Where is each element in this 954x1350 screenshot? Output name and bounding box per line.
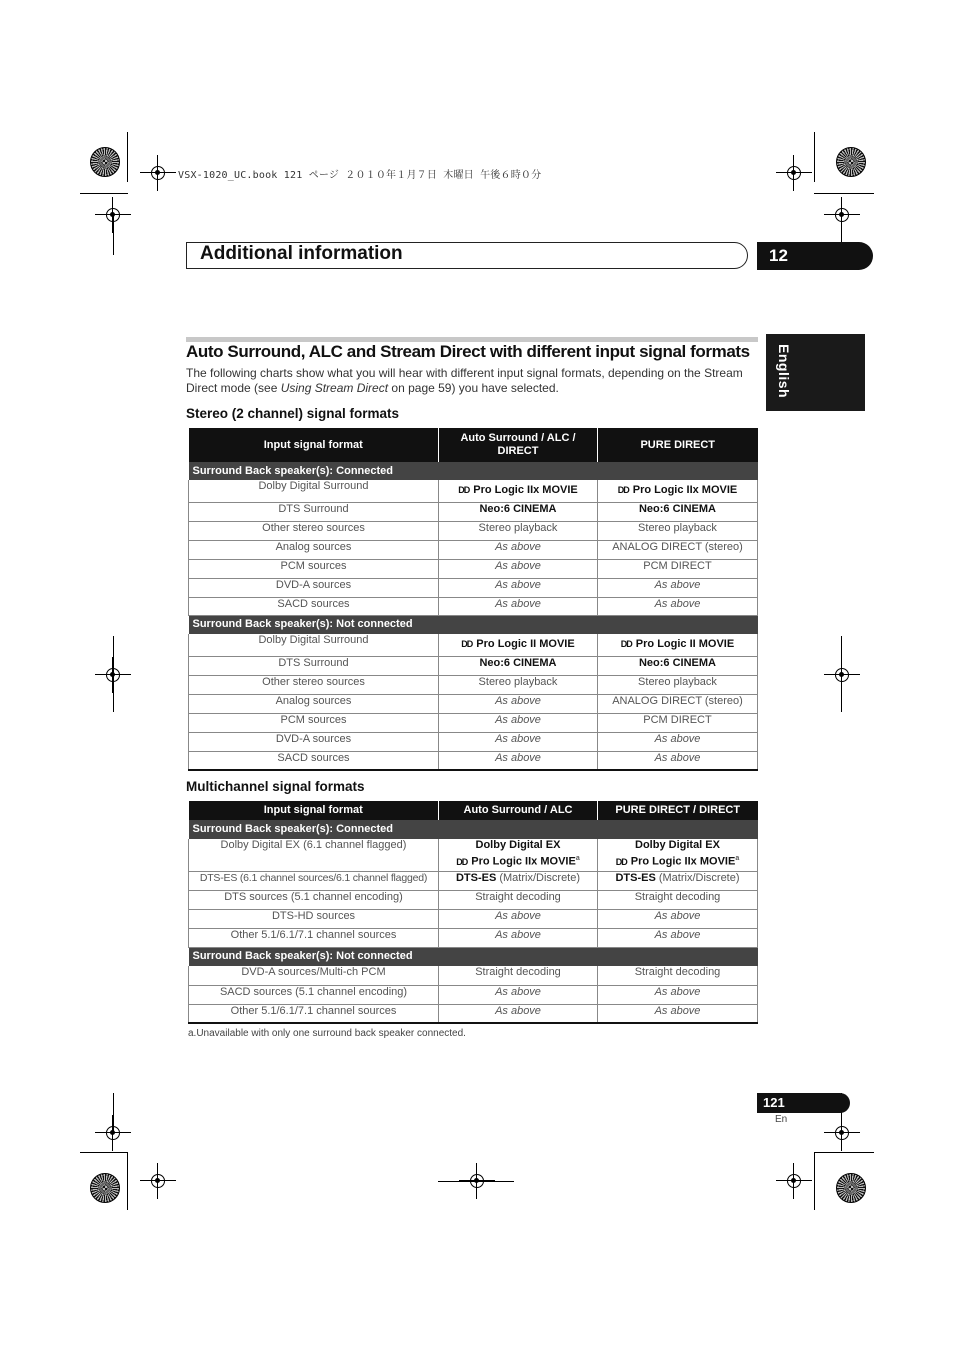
table-row: DTS-ES (6.1 channel sources/6.1 channel flagged) DTS-ES (Matrix/Discrete) DTS-ES (Matrix/Discrete) <box>189 871 758 890</box>
crosshair-icon <box>824 1115 860 1151</box>
multi-header-row <box>189 801 758 820</box>
language-tab: English <box>766 334 865 411</box>
table-row: PCM sources As above PCM DIRECT <box>189 559 758 578</box>
dolby-icon: DD <box>458 485 470 496</box>
col-pure: PURE DIRECT / DIRECT <box>598 801 758 820</box>
table-row: SACD sources As above As above <box>189 597 758 615</box>
page-language: En <box>775 1114 788 1125</box>
table-row: Other stereo sources Stereo playback Stereo playback <box>189 675 758 694</box>
crosshair-icon <box>140 1163 176 1199</box>
col-pure: PURE DIRECT <box>598 428 758 462</box>
dolby-icon: DD <box>461 639 473 650</box>
table-row: SACD sources (5.1 channel encoding) As above As above <box>189 985 758 1004</box>
stereo-header-row <box>189 428 758 462</box>
multichannel-heading: Multichannel signal formats <box>186 779 365 794</box>
print-info: VSX-1020_UC.book 121 ページ ２０１０年１月７日 木曜日 午後６時０分 <box>178 170 542 181</box>
table-row: PCM sources As above PCM DIRECT <box>189 713 758 732</box>
col-auto: Auto Surround / ALC / DIRECT <box>439 428 598 462</box>
multichannel-table <box>188 801 758 1024</box>
group-row: Surround Back speaker(s): Not connected <box>189 615 758 634</box>
table-row: Other 5.1/6.1/7.1 channel sources As above As above <box>189 928 758 947</box>
table-row: DTS Surround Neo:6 CINEMA Neo:6 CINEMA <box>189 656 758 675</box>
registration-star-icon <box>836 1173 866 1203</box>
registration-star-icon <box>836 147 866 177</box>
group-row: Surround Back speaker(s): Not connected <box>189 947 758 966</box>
table-row: Other stereo sources Stereo playback Stereo playback <box>189 521 758 540</box>
crosshair-icon <box>824 197 860 233</box>
table-row: Dolby Digital EX (6.1 channel flagged) Dolby Digital EX DD Pro Logic IIx MOVIE$^a$ Dolby Digital EX DD Pro Logic IIx MOVIE$^a$ <box>189 839 758 871</box>
chapter-number: 12 <box>757 242 873 270</box>
header-title: Additional information <box>200 243 403 264</box>
col-auto: Auto Surround / ALC <box>439 801 598 820</box>
table-row: DTS-HD sources As above As above <box>189 909 758 928</box>
dolby-icon: DD <box>615 856 627 867</box>
col-input: Input signal format <box>189 801 439 820</box>
table-row: Analog sources As above ANALOG DIRECT (stereo) <box>189 694 758 713</box>
table-row: DVD-A sources As above As above <box>189 732 758 751</box>
col-input: Input signal format <box>189 428 439 462</box>
table-row: Dolby Digital Surround DD Pro Logic II MOVIE DD Pro Logic II MOVIE <box>189 634 758 656</box>
group-row: Surround Back speaker(s): Connected <box>189 820 758 839</box>
table-row: DTS sources (5.1 channel encoding) Straight decoding Straight decoding <box>189 890 758 909</box>
table-row: Analog sources As above ANALOG DIRECT (stereo) <box>189 540 758 559</box>
table-row: DTS Surround Neo:6 CINEMA Neo:6 CINEMA <box>189 502 758 521</box>
stereo-heading: Stereo (2 channel) signal formats <box>186 406 400 421</box>
page-number: 121 <box>757 1093 850 1113</box>
table-row: DVD-A sources As above As above <box>189 578 758 597</box>
footnote: a.Unavailable with only one surround back speaker connected. <box>188 1028 466 1039</box>
registration-star-icon <box>90 147 120 177</box>
table-row: Dolby Digital Surround DD Pro Logic IIx MOVIE DD Pro Logic IIx MOVIE <box>189 480 758 502</box>
crosshair-icon <box>140 155 176 191</box>
dolby-icon: DD <box>456 856 468 867</box>
section-title: Auto Surround, ALC and Stream Direct with different input signal formats <box>186 342 750 361</box>
crosshair-icon <box>776 155 812 191</box>
dolby-icon: DD <box>617 485 629 496</box>
table-row: DVD-A sources/Multi-ch PCM Straight decoding Straight decoding <box>189 966 758 985</box>
dolby-icon: DD <box>620 639 632 650</box>
intro-paragraph: The following charts show what you will hear with different input signal formats, depending on the Stream Direct mode (see Using Stream Direct on page 59) you have selected. <box>186 366 743 395</box>
stereo-table <box>188 428 758 771</box>
table-row: Other 5.1/6.1/7.1 channel sources As above As above <box>189 1004 758 1023</box>
group-row: Surround Back speaker(s): Connected <box>189 462 758 480</box>
crosshair-icon <box>824 657 860 693</box>
crosshair-icon <box>776 1163 812 1199</box>
registration-star-icon <box>90 1173 120 1203</box>
table-row: SACD sources As above As above <box>189 751 758 770</box>
